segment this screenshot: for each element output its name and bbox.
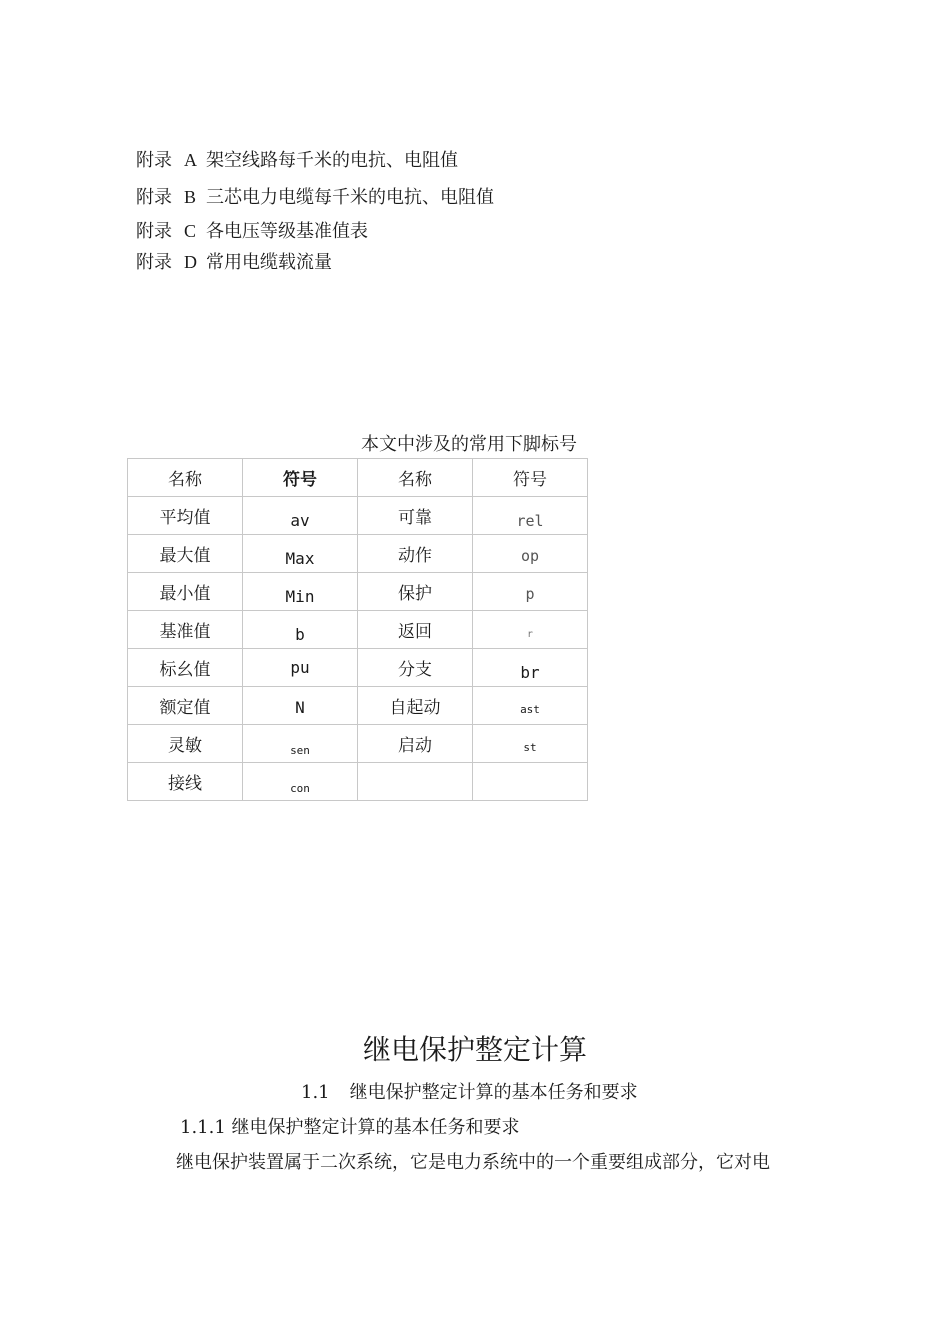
name-cell xyxy=(358,763,473,801)
name-cell: 接线 xyxy=(128,763,243,801)
name-cell: 标幺值 xyxy=(128,649,243,687)
symbol-text: rel xyxy=(516,511,544,530)
name-cell: 灵敏 xyxy=(128,725,243,763)
name-cell: 动作 xyxy=(358,535,473,573)
symbol-text: op xyxy=(520,546,540,565)
table-row xyxy=(128,497,588,535)
symbol-text: Min xyxy=(285,586,315,606)
symbol-cell xyxy=(473,535,588,573)
appendix-letter: A xyxy=(184,150,197,170)
symbol-text: Max xyxy=(285,548,315,568)
appendix-letter: C xyxy=(184,221,197,241)
symbol-text: r xyxy=(526,628,534,640)
appendix-d xyxy=(136,248,332,274)
symbol-cell xyxy=(473,611,588,649)
subsection-heading: 1.1.1 继电保护整定计算的基本任务和要求 xyxy=(180,1117,520,1138)
appendix-c xyxy=(136,217,368,243)
name-cell: 平均值 xyxy=(128,497,243,535)
header-cell: 符号 xyxy=(473,459,588,497)
symbol-cell xyxy=(473,725,588,763)
name-cell: 最大值 xyxy=(128,535,243,573)
symbol-text: b xyxy=(295,624,305,644)
header-cell: 名称 xyxy=(128,459,243,497)
symbol-text: st xyxy=(523,740,537,754)
symbol-text: br xyxy=(520,662,540,682)
symbol-cell xyxy=(243,649,358,687)
symbol-cell xyxy=(473,763,588,801)
table-row xyxy=(128,725,588,763)
appendix-label: 附录 xyxy=(136,221,172,242)
appendix-letter: D xyxy=(184,252,197,272)
appendix-title: 架空线路每千米的电抗、电阻值 xyxy=(206,150,458,171)
table-row xyxy=(128,649,588,687)
symbol-text: p xyxy=(525,584,535,603)
name-cell: 保护 xyxy=(358,573,473,611)
symbol-cell xyxy=(473,687,588,725)
appendix-a xyxy=(136,146,458,172)
symbol-cell xyxy=(243,725,358,763)
header-cell: 符号 xyxy=(243,459,358,497)
symbol-cell xyxy=(243,573,358,611)
symbol-cell xyxy=(243,687,358,725)
symbol-cell xyxy=(243,535,358,573)
appendix-b xyxy=(136,183,494,209)
table-header-row xyxy=(128,459,588,497)
name-cell: 额定值 xyxy=(128,687,243,725)
body-paragraph: 继电保护装置属于二次系统，它是电力系统中的一个重要组成部分，它对电 xyxy=(176,1152,770,1173)
symbol-cell xyxy=(473,497,588,535)
chapter-title: 继电保护整定计算 xyxy=(362,1033,587,1066)
appendix-title: 三芯电力电缆每千米的电抗、电阻值 xyxy=(206,187,494,208)
appendix-label: 附录 xyxy=(136,252,172,273)
symbol-cell xyxy=(243,497,358,535)
table-row xyxy=(128,687,588,725)
table-row xyxy=(128,611,588,649)
name-cell: 最小值 xyxy=(128,573,243,611)
section-heading xyxy=(301,1078,638,1104)
symbol-text: N xyxy=(295,697,305,717)
symbol-cell xyxy=(473,649,588,687)
subscript-table xyxy=(127,458,588,801)
table-row xyxy=(128,535,588,573)
symbol-text: sen xyxy=(290,743,310,757)
symbol-cell xyxy=(473,573,588,611)
name-cell: 启动 xyxy=(358,725,473,763)
symbol-text: ast xyxy=(520,702,540,716)
table-caption: 本文中涉及的常用下脚标号 xyxy=(361,434,577,455)
name-cell: 可靠 xyxy=(358,497,473,535)
table-row xyxy=(128,763,588,801)
name-cell: 分支 xyxy=(358,649,473,687)
section-number: 1.1 xyxy=(301,1082,330,1103)
symbol-cell xyxy=(243,611,358,649)
appendix-label: 附录 xyxy=(136,187,172,208)
appendix-title: 常用电缆载流量 xyxy=(206,252,332,273)
name-cell: 自起动 xyxy=(358,687,473,725)
symbol-text: pu xyxy=(290,657,310,677)
appendix-title: 各电压等级基准值表 xyxy=(206,221,368,242)
symbol-text: av xyxy=(290,510,310,530)
symbol-cell xyxy=(243,763,358,801)
section-title: 继电保护整定计算的基本任务和要求 xyxy=(349,1082,638,1103)
header-cell: 名称 xyxy=(358,459,473,497)
name-cell: 基准值 xyxy=(128,611,243,649)
table-row xyxy=(128,573,588,611)
name-cell: 返回 xyxy=(358,611,473,649)
symbol-text: con xyxy=(290,781,310,795)
appendix-letter: B xyxy=(184,187,197,207)
appendix-label: 附录 xyxy=(136,150,172,171)
